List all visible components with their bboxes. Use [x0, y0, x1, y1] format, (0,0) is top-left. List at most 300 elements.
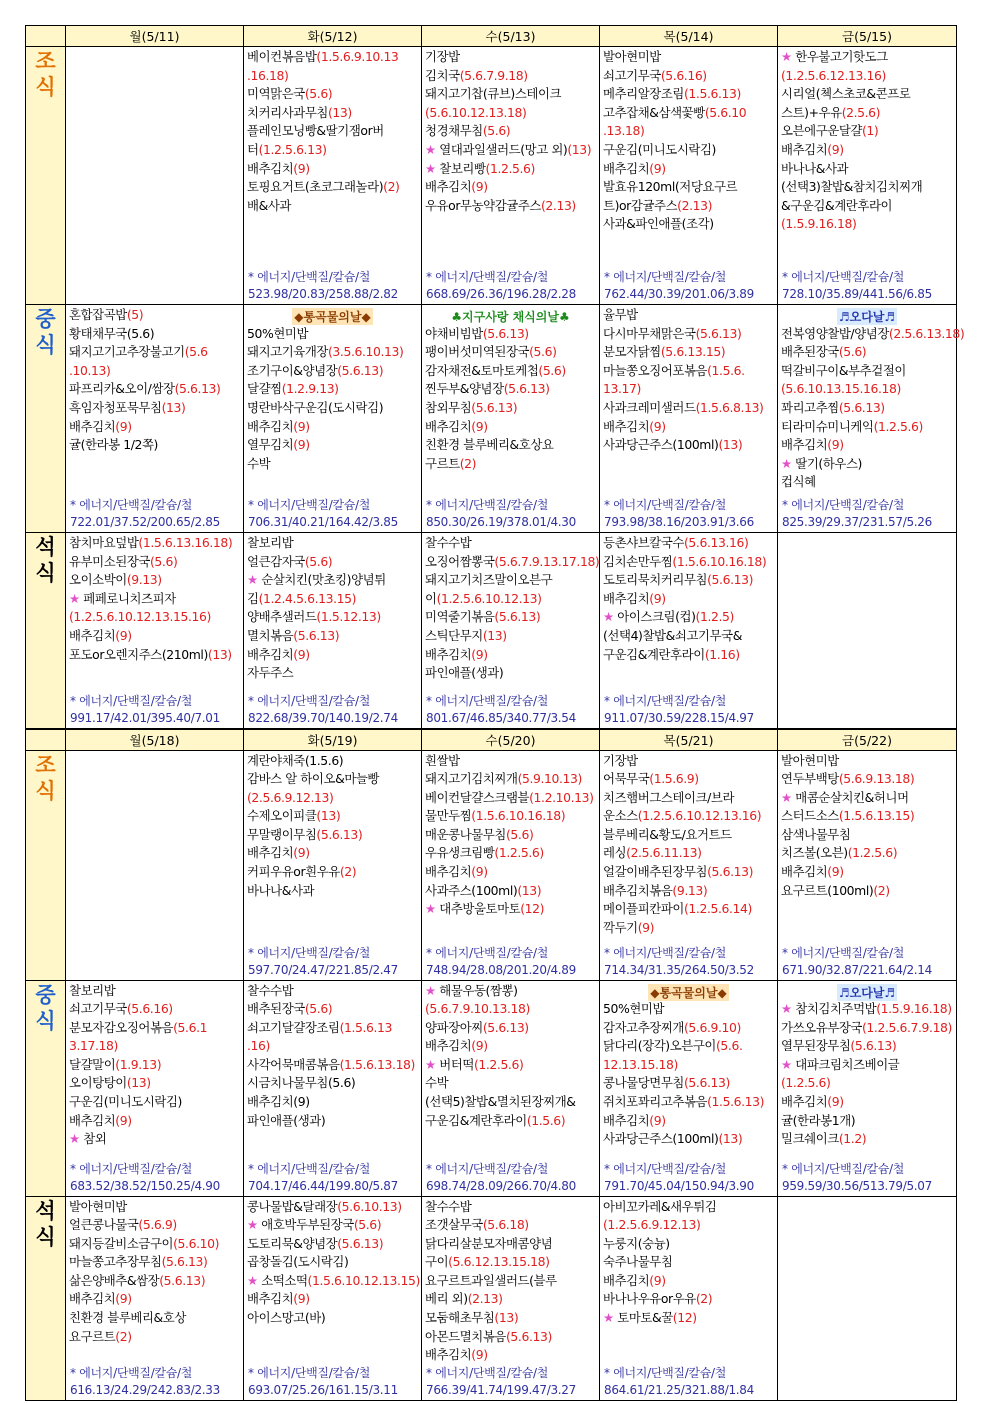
dish-name: 배추김치(9) — [247, 1094, 310, 1110]
nutrition-values: 793.98/38.16/203.91/3.66 — [604, 515, 754, 529]
allergen-codes: (9) — [115, 1291, 132, 1307]
menu-cell — [244, 750, 422, 980]
allergen-codes: (9) — [293, 1291, 310, 1307]
menu-item — [603, 534, 774, 553]
dish-name: 쇠고기무국 — [69, 1001, 127, 1017]
menu-item — [425, 863, 596, 882]
menu-item — [425, 455, 596, 474]
menu-item — [781, 826, 953, 845]
dish-name: 매콤순살치킨&허니머 — [795, 789, 909, 805]
star-icon: ★ — [781, 789, 796, 805]
day-header: 금(5/15) — [778, 26, 957, 47]
menu-item — [781, 1056, 953, 1075]
dinner-row — [26, 1196, 957, 1400]
menu-item — [425, 553, 600, 572]
allergen-codes: (9) — [649, 160, 666, 176]
allergen-codes: (2.13) — [467, 1291, 503, 1307]
allergen-codes: (1.2.5.6) — [494, 845, 544, 861]
menu-item — [781, 215, 953, 234]
menu-item — [425, 362, 596, 381]
allergen-codes: (1.2) — [838, 1131, 867, 1147]
menu-item — [781, 807, 953, 826]
allergen-codes: (2.5.6.13.18) — [888, 325, 965, 341]
dish-name: 감자고추장찌개 — [603, 1019, 684, 1035]
nutrition-values: 762.44/30.39/201.06/3.89 — [604, 287, 754, 301]
allergen-codes: (13) — [316, 808, 341, 824]
allergen-codes: (5.6.13) — [695, 325, 742, 341]
menu-item — [247, 627, 418, 646]
menu-item — [247, 844, 418, 863]
allergen-codes: (1.2.5.6.9.12.13) — [603, 1217, 701, 1233]
menu-item — [781, 362, 953, 381]
dish-name: 조기구이&양념장 — [247, 362, 338, 378]
theme-day-badge: ♣지구사랑 채식의날♣ — [451, 310, 570, 324]
nutrition-info — [426, 269, 576, 303]
allergen-codes: (5.6.1 — [173, 1019, 208, 1035]
dish-name: 얼갈이배추된장무침 — [603, 864, 708, 880]
menu-item — [603, 1235, 774, 1254]
menu-item — [425, 1000, 596, 1019]
allergen-codes: (1.5.6.13 — [339, 1019, 393, 1035]
menu-item — [425, 380, 596, 399]
allergen-codes: (1.2.5.6) — [473, 1056, 524, 1072]
theme-day-badge: ◆통곡물의날◆ — [294, 310, 371, 324]
menu-item — [247, 380, 418, 399]
nutrition-label: * 에너지/단백질/칼슘/철 — [70, 1365, 193, 1380]
menu-item — [425, 752, 596, 771]
menu-item — [603, 844, 774, 863]
dish-name: 포도or오렌지주스(210ml) — [69, 646, 208, 662]
star-icon: ★ — [247, 1217, 262, 1233]
menu-item — [603, 325, 774, 344]
menu-item — [425, 399, 596, 418]
allergen-codes: (9) — [827, 437, 844, 453]
menu-item — [247, 1309, 418, 1328]
nutrition-values: 822.68/39.70/140.19/2.74 — [248, 710, 398, 725]
dish-name: 미역줄기볶음 — [425, 609, 495, 625]
dish-name: 아이스망고(바) — [247, 1310, 326, 1326]
menu-cell — [66, 980, 244, 1196]
dish-name: 감자채전&토마토케첩 — [425, 362, 539, 378]
dish-name: 닭다리(장각)오븐구이 — [603, 1038, 716, 1054]
menu-item — [69, 646, 240, 665]
nutrition-label: * 에너지/단백질/칼슘/철 — [248, 498, 371, 512]
allergen-codes: (13) — [718, 437, 743, 453]
nutrition-values: 991.17/42.01/395.40/7.01 — [70, 710, 220, 725]
menu-item — [247, 67, 418, 86]
menu-item — [425, 1019, 596, 1038]
nutrition-label: * 에너지/단백질/칼슘/철 — [426, 1161, 549, 1176]
allergen-codes: (9) — [293, 160, 310, 176]
menu-cell — [600, 750, 778, 980]
menu-item — [425, 770, 596, 789]
menu-item — [425, 1198, 596, 1217]
allergen-codes: (1.5.6.13.18) — [339, 1056, 415, 1072]
dish-name: 스틱단무지 — [425, 627, 483, 643]
dish-name: 열무된장무침 — [781, 1038, 851, 1054]
dish-name: 마늘쫑고추장무침 — [69, 1254, 162, 1270]
menu-item — [603, 900, 774, 919]
dish-name: 수제오이피클 — [247, 808, 317, 824]
menu-item — [781, 122, 953, 141]
dish-name: 친환경 블루베리&호상요 — [425, 437, 554, 453]
allergen-codes: (5.6.10) — [173, 1235, 220, 1251]
nutrition-info — [248, 497, 398, 531]
star-icon: ★ — [247, 572, 262, 588]
menu-item — [247, 1272, 418, 1291]
menu-item — [247, 770, 418, 789]
allergen-codes: (5.6.13) — [707, 864, 754, 880]
menu-item — [247, 1019, 418, 1038]
dish-name: 콩나물밥&달래장 — [247, 1198, 338, 1214]
dish-name: 모둠해초무침 — [425, 1310, 495, 1326]
menu-item — [603, 178, 774, 197]
menu-item — [425, 1272, 596, 1291]
dish-name: 사과크레미샐러드 — [603, 399, 696, 415]
dish-name: 떡갈비구이&부추겉절이 — [781, 362, 906, 378]
allergen-codes: (3.5.6.10.13) — [328, 344, 404, 360]
menu-item — [781, 343, 953, 362]
menu-item — [603, 807, 774, 826]
menu-item — [781, 789, 953, 808]
menu-item — [69, 1130, 240, 1149]
dish-name: 배추김치 — [425, 179, 472, 195]
allergen-codes: (5.6) — [482, 123, 511, 139]
dish-name: 돼지고기치즈말이오븐구 — [425, 572, 553, 588]
menu-item — [603, 1093, 774, 1112]
day-header: 월(5/18) — [66, 729, 244, 751]
allergen-codes: (1.5.6.13.15) — [838, 808, 915, 824]
menu-item — [781, 436, 953, 455]
dish-name: 팽이버섯미역된장국 — [425, 344, 530, 360]
allergen-codes: (5.6.13) — [506, 1328, 552, 1344]
menu-item — [69, 306, 240, 325]
nutrition-label: * 에너지/단백질/칼슘/철 — [70, 1161, 193, 1176]
nutrition-info — [604, 693, 754, 727]
theme-day-badge: ♬오다날♬ — [838, 985, 896, 1000]
dish-name: 참외무침 — [425, 399, 472, 415]
dish-name: 치즈볼(오븐) — [781, 845, 848, 861]
menu-item — [425, 627, 596, 646]
star-icon: ★ — [603, 1310, 618, 1326]
menu-item — [603, 436, 774, 455]
menu-item — [603, 306, 774, 325]
allergen-codes: (9) — [293, 437, 310, 453]
dish-name: 우유or무농약감귤주스 — [425, 197, 541, 213]
menu-cell — [244, 980, 422, 1196]
menu-item — [247, 1253, 418, 1272]
menu-cell — [244, 47, 422, 305]
star-icon: ★ — [781, 49, 796, 64]
menu-item — [69, 1093, 240, 1112]
nutrition-values: 523.98/20.83/258.88/2.82 — [248, 287, 398, 301]
nutrition-label: * 에너지/단백질/칼슘/철 — [426, 945, 549, 960]
menu-item — [603, 1272, 774, 1291]
dish-name: 도토리묵&양념장 — [247, 1235, 338, 1251]
menu-item — [69, 571, 240, 590]
allergen-codes: (5.6.13.16) — [684, 535, 749, 550]
dish-name: 배추김치 — [603, 1112, 650, 1128]
dish-name: 스터드소스 — [781, 808, 839, 824]
dish-name: 한우불고기핫도그 — [795, 49, 888, 64]
nutrition-info — [604, 1161, 754, 1195]
menu-cell — [600, 305, 778, 533]
nutrition-label: * 에너지/단백질/칼슘/철 — [604, 945, 727, 960]
menu-item — [781, 67, 953, 86]
meal-label-char: 식 — [35, 1224, 56, 1249]
allergen-codes: (5.6.13) — [850, 1038, 897, 1054]
nutrition-label: * 에너지/단백질/칼슘/철 — [782, 945, 905, 960]
allergen-codes: (12) — [672, 1310, 697, 1326]
dish-name: 아몬드멸치볶음 — [425, 1328, 506, 1344]
dish-name: 파프리카&오이/쌈장 — [69, 381, 175, 397]
menu-item — [69, 1198, 240, 1217]
menu-item — [247, 590, 418, 609]
menu-item — [425, 1253, 596, 1272]
menu-item — [425, 789, 596, 808]
dish-name: 찰보리밥 — [247, 535, 294, 550]
star-icon: ★ — [425, 160, 440, 176]
allergen-codes: (1.2.5.6.10.12.13) — [436, 590, 542, 606]
menu-item — [425, 646, 596, 665]
allergen-codes: (1.2.5.6) — [485, 160, 535, 176]
dish-name: 구르트 — [425, 455, 460, 471]
menu-item — [69, 436, 240, 455]
dish-name: 요구르트(100ml) — [781, 882, 874, 898]
dish-name: 오븐에구운달걀 — [781, 123, 862, 139]
dish-name: 플레인모닝빵&딸기잼or버 — [247, 123, 384, 139]
allergen-codes: (2) — [459, 455, 477, 471]
allergen-codes: (13) — [517, 882, 542, 898]
nutrition-label: * 에너지/단백질/칼슘/철 — [248, 945, 371, 960]
star-icon: ★ — [781, 1001, 796, 1017]
dish-name: 감바스 알 하이오&마늘빵 — [247, 771, 380, 787]
dish-name: 배추김치 — [603, 418, 650, 434]
allergen-codes: (2.5.6.11.13) — [626, 845, 702, 861]
menu-item — [603, 553, 774, 572]
menu-item — [603, 160, 774, 179]
menu-item — [425, 1093, 596, 1112]
allergen-codes: (1.2.5.6.7.9.18) — [862, 1019, 952, 1035]
menu-cell — [66, 47, 244, 305]
dish-name: (선택4)찰밥&쇠고기무국& — [603, 627, 742, 643]
nutrition-values: 791.70/45.04/150.94/3.90 — [604, 1178, 754, 1193]
menu-item — [603, 1130, 774, 1149]
allergen-codes: (5.6.13) — [482, 325, 529, 341]
nutrition-values: 668.69/26.36/196.28/2.28 — [426, 287, 576, 301]
allergen-codes: (13) — [328, 104, 352, 120]
allergen-codes: (5.6.13) — [174, 381, 221, 397]
meal-label-char: 석 — [35, 535, 56, 559]
dish-name: 매운콩나물무침 — [425, 826, 506, 842]
dish-name: 티라미슈미니케익 — [781, 418, 874, 434]
nutrition-info — [426, 1365, 576, 1399]
menu-item — [603, 141, 774, 160]
nutrition-info — [782, 269, 932, 303]
allergen-codes: (5.9.10.13) — [517, 771, 582, 787]
menu-item — [603, 215, 774, 234]
dish-name: 쇠고기무국 — [603, 67, 661, 83]
dish-name: 블루베리&황도/요거트드 — [603, 826, 732, 842]
menu-cell — [422, 1196, 600, 1400]
allergen-codes: (13) — [126, 1075, 151, 1091]
menu-item — [603, 104, 774, 123]
allergen-codes: (9) — [115, 418, 132, 434]
allergen-codes: (1.5.6) — [526, 1112, 566, 1128]
menu-item — [603, 85, 774, 104]
menu-item — [603, 1253, 774, 1272]
dish-name: 기장밥 — [603, 752, 638, 768]
dish-name: 참치마요덮밥 — [69, 535, 139, 550]
menu-item — [781, 160, 953, 179]
dish-name: 구운김&계란후라이 — [603, 646, 705, 662]
meal-label-char: 식 — [35, 1008, 56, 1033]
allergen-codes: (5.6. — [716, 1038, 743, 1054]
meal-label-char: 중 — [35, 307, 56, 331]
menu-item — [781, 178, 953, 197]
nutrition-values: 825.39/29.37/231.57/5.26 — [782, 515, 932, 529]
star-icon: ★ — [603, 609, 618, 625]
day-header: 수(5/20) — [422, 729, 600, 751]
menu-item — [603, 789, 774, 808]
allergen-codes: (5.6.13.15) — [660, 344, 726, 360]
menu-item — [603, 770, 774, 789]
allergen-codes: (2.13) — [677, 197, 713, 213]
allergen-codes: (5.6 — [184, 344, 208, 360]
menu-item — [781, 882, 953, 901]
nutrition-info — [70, 1365, 220, 1399]
allergen-codes: (5.6.9.13.18) — [838, 771, 915, 787]
dish-name: 베리 외) — [425, 1291, 468, 1307]
allergen-codes: (5.6.9) — [138, 1217, 177, 1233]
menu-item — [425, 160, 596, 179]
menu-item — [603, 863, 774, 882]
nutrition-info — [426, 945, 576, 979]
day-header: 금(5/22) — [778, 729, 957, 751]
nutrition-label: * 에너지/단백질/칼슘/철 — [604, 1365, 727, 1380]
allergen-codes: (9) — [471, 418, 488, 434]
menu-item — [603, 122, 774, 141]
day-header: 목(5/14) — [600, 26, 778, 47]
menu-item — [247, 455, 418, 474]
week-header-row — [26, 729, 957, 751]
dish-name: 배추된장국 — [781, 344, 839, 360]
nutrition-info — [426, 1161, 576, 1195]
allergen-codes: (5.6) — [304, 553, 333, 569]
menu-item — [69, 362, 240, 381]
nutrition-label: * 에너지/단백질/칼슘/철 — [248, 1365, 371, 1380]
menu-item — [69, 1253, 240, 1272]
dish-name: 커피우유or흰우유 — [247, 864, 340, 880]
dish-name: 운소스 — [603, 808, 638, 824]
allergen-codes: (1) — [862, 123, 879, 139]
allergen-codes: (5.6.13) — [482, 1019, 529, 1035]
dish-name: 요구르트 — [69, 1328, 116, 1344]
menu-cell — [422, 47, 600, 305]
dish-name: 바나나&사과 — [781, 160, 849, 176]
dish-name: 돼지고기고추장불고기 — [69, 344, 185, 360]
menu-item — [603, 1290, 774, 1309]
dish-name: 컵식혜 — [781, 474, 816, 490]
menu-cell — [244, 305, 422, 533]
allergen-codes: (9) — [293, 418, 310, 434]
allergen-codes: (1.2.5.6) — [873, 418, 923, 434]
allergen-codes: .16) — [247, 1038, 270, 1054]
breakfast-label — [26, 47, 66, 305]
allergen-codes: (1.5.9.16.18) — [876, 1001, 952, 1017]
nutrition-values: 706.31/40.21/164.42/3.85 — [248, 515, 398, 529]
dish-name: 청경채무침 — [425, 123, 483, 139]
dish-name: 트)or감귤주스 — [603, 197, 678, 213]
theme-day-row — [781, 306, 953, 325]
allergen-codes: (5.6.16) — [126, 1001, 173, 1017]
menu-item — [247, 571, 418, 590]
allergen-codes: (9) — [471, 864, 488, 880]
dish-name: 배추김치 — [603, 1272, 650, 1288]
dish-name: 참치김치주먹밥 — [795, 1001, 877, 1017]
nutrition-values: 693.07/25.26/161.15/3.11 — [248, 1382, 398, 1397]
nutrition-info — [604, 945, 754, 979]
dish-name: (선택5)찰밥&멸치된장찌개& — [425, 1094, 576, 1110]
allergen-codes: (9) — [649, 590, 666, 606]
nutrition-values: 698.74/28.09/266.70/4.80 — [426, 1178, 576, 1193]
menu-item — [247, 197, 418, 216]
dish-name: 발효유120ml(저당요구르 — [603, 179, 738, 195]
allergen-codes: (5.6.10.13) — [337, 1198, 402, 1214]
menu-item — [247, 436, 418, 455]
dish-name: 돼지고기찹(큐브)스테이크 — [425, 86, 562, 102]
menu-item — [247, 608, 418, 627]
menu-item — [781, 473, 953, 492]
menu-item — [781, 455, 953, 474]
dish-name: 파인애플(생과) — [425, 665, 504, 681]
menu-item — [69, 343, 240, 362]
allergen-codes: (2.5.6.9.12.13) — [247, 789, 334, 805]
menu-item — [425, 1235, 596, 1254]
menu-item — [69, 1272, 240, 1291]
meal-label-char: 조 — [35, 752, 56, 777]
menu-item — [247, 863, 418, 882]
menu-cell — [778, 980, 957, 1196]
dish-name: 찰수수밥 — [425, 1198, 472, 1214]
menu-item — [69, 1112, 240, 1131]
dish-name: 달걀찜 — [247, 381, 282, 397]
dish-name: 구운김(미니도시락김) — [603, 141, 716, 157]
menu-item — [781, 1019, 953, 1038]
allergen-codes: (1.5.6.13) — [707, 1094, 765, 1110]
allergen-codes: (5.6.13) — [503, 381, 550, 397]
nutrition-info — [248, 945, 398, 979]
dish-name: 배추김치 — [603, 160, 650, 176]
dish-name: 친환경 블루베리&호상 — [69, 1310, 186, 1326]
menu-item — [781, 1037, 953, 1056]
dish-name: 배추김치 — [69, 1291, 116, 1307]
nutrition-values: 864.61/21.25/321.88/1.84 — [604, 1382, 754, 1397]
menu-cell — [778, 47, 957, 305]
menu-item — [603, 571, 774, 590]
menu-item — [247, 882, 418, 901]
nutrition-label: * 에너지/단백질/칼슘/철 — [426, 693, 549, 708]
allergen-codes: (2) — [695, 1291, 713, 1307]
allergen-codes: (1.5.6.10.16.18) — [471, 808, 566, 824]
allergen-codes: (9) — [827, 1094, 844, 1110]
dish-name: 사과당근주스(100ml) — [603, 437, 719, 453]
allergen-codes: (9) — [471, 646, 488, 662]
meal-label-char: 식 — [35, 778, 56, 803]
dish-name: 배추김치 — [69, 627, 116, 643]
menu-item — [781, 48, 953, 67]
dish-name: 찰보리밥 — [69, 982, 116, 998]
